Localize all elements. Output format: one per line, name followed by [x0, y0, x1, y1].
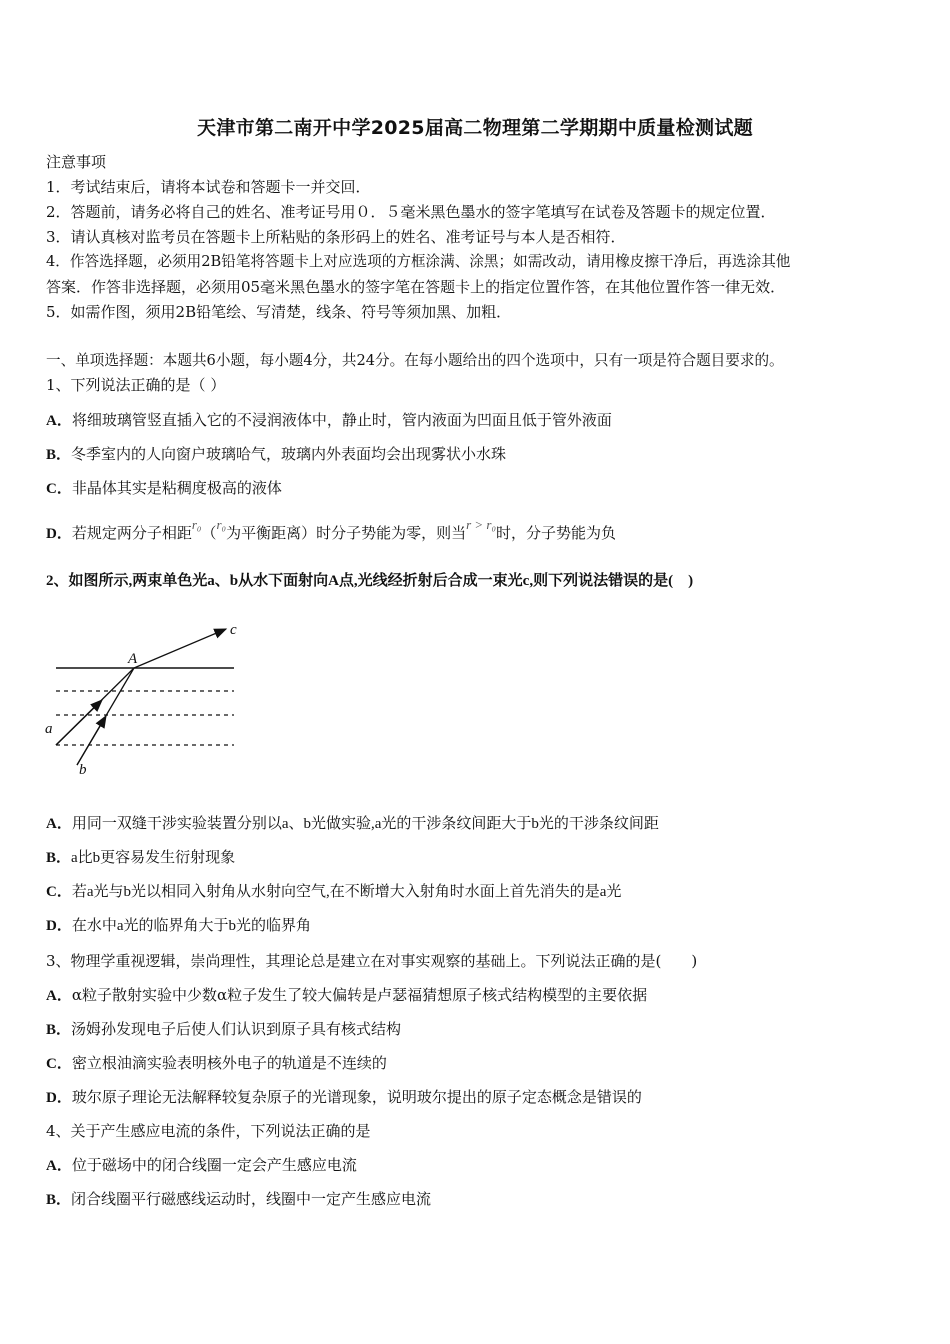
ray-c — [134, 629, 226, 668]
question-1-option-d — [46, 517, 617, 545]
question-2-stem: 2、如图所示,两束单色光a、b从水下面射向A点,光线经折射后合成一束光c,则下列说法错误的是( ) — [46, 573, 694, 589]
option-text: 冬季室内的人向窗户玻璃哈气，玻璃内外表面均会出现雾状小水珠 — [71, 445, 507, 463]
ray-b-arrow — [77, 716, 106, 765]
note-item: 答案．作答非选择题，必须用05毫米黑色墨水的签字笔在答题卡上的指定位置作答，在其他位置作答一律无效． — [46, 278, 786, 296]
label-ray-a: a — [45, 721, 53, 737]
question-4-option-b — [46, 1188, 431, 1211]
option-letter: A． — [46, 413, 72, 429]
question-2-option-c — [46, 881, 621, 903]
note-item: 4．作答选择题，必须用2B铅笔将答题卡上对应选项的方框涂满、涂黑；如需改动，请用橡皮擦干净后，再选涂其他 — [46, 253, 791, 270]
option-letter: D． — [46, 526, 72, 542]
question-4-stem: 4、关于产生感应电流的条件，下列说法正确的是 — [46, 1122, 371, 1140]
option-text: a比b更容易发生衍射现象 — [71, 850, 236, 866]
option-letter: B． — [46, 850, 72, 866]
refraction-diagram — [44, 615, 244, 780]
label-ray-c: c — [230, 622, 237, 638]
option-letter: A． — [46, 816, 72, 832]
note-item: 5．如需作图，须用2B铅笔绘、写清楚，线条、符号等须加黑、加粗． — [46, 303, 512, 321]
option-text: 非晶体其实是粘稠度极高的液体 — [71, 479, 282, 497]
option-letter: B． — [46, 1022, 72, 1038]
math-r-gt-r0: r > r₀ — [466, 517, 496, 532]
label-ray-b: b — [79, 762, 87, 778]
question-1-option-a — [46, 409, 612, 432]
option-text: 在水中a光的临界角大于b光的临界角 — [71, 918, 312, 934]
option-letter: A． — [46, 1158, 72, 1174]
option-text: 若规定两分子相距 — [71, 524, 192, 542]
option-text: 玻尔原子理论无法解释较复杂原子的光谱现象，说明玻尔提出的原子定态概念是错误的 — [71, 1088, 642, 1106]
question-1-option-c — [46, 477, 282, 500]
question-1-stem: 1、下列说法正确的是（ ） — [46, 376, 226, 394]
option-text: 闭合线圈平行磁感线运动时，线圈中一定产生感应电流 — [71, 1190, 432, 1208]
math-r0: r₀ — [216, 517, 227, 532]
section-heading: 一、单项选择题：本题共6小题，每小题4分，共24分。在每小题给出的四个选项中，只有一项是符合题目要求的。 — [46, 352, 784, 369]
option-letter: B． — [46, 447, 72, 463]
question-2-option-a — [46, 813, 659, 835]
label-point-a: A — [128, 651, 138, 667]
option-letter: A． — [46, 988, 72, 1004]
question-3-option-d — [46, 1086, 642, 1109]
question-1-option-b — [46, 443, 506, 466]
option-text: 位于磁场中的闭合线圈一定会产生感应电流 — [71, 1156, 357, 1174]
note-item: 3．请认真核对监考员在答题卡上所粘贴的条形码上的姓名、准考证号与本人是否相符． — [46, 228, 626, 246]
option-text: α粒子散射实验中少数α粒子发生了较大偏转是卢瑟福猜想原子核式结构模型的主要依据 — [71, 986, 648, 1004]
question-2-option-d — [46, 915, 311, 937]
page-title: 天津市第二南开中学2025届高二物理第二学期期中质量检测试题 — [197, 117, 753, 139]
question-2-option-b — [46, 847, 235, 869]
option-letter: D． — [46, 918, 72, 934]
option-letter: C． — [46, 1056, 72, 1072]
option-text: 为平衡距离）时分子势能为零，则当 — [226, 524, 467, 542]
option-text: 将细玻璃管竖直插入它的不浸润液体中，静止时，管内液面为凹面且低于管外液面 — [71, 411, 612, 429]
question-4-option-a — [46, 1154, 357, 1177]
option-letter: C． — [46, 884, 72, 900]
ray-a-arrow — [56, 700, 102, 745]
notes-header: 注意事项 — [46, 153, 107, 171]
option-text: 若a光与b光以相同入射角从水射向空气,在不断增大入射角时水面上首先消失的是a光 — [71, 884, 622, 900]
question-3-option-a — [46, 984, 647, 1007]
option-letter: B． — [46, 1192, 72, 1208]
option-text: 时，分子势能为负 — [496, 524, 617, 542]
option-letter: D． — [46, 1090, 72, 1106]
question-3-option-b — [46, 1018, 401, 1041]
question-3-stem: 3、物理学重视逻辑，崇尚理性，其理论总是建立在对事实观察的基础上。下列说法正确的是( ) — [46, 952, 698, 970]
note-item: 2．答题前，请务必将自己的姓名、准考证号用０．５毫米黑色墨水的签字笔填写在试卷及答题卡的规定位置． — [46, 203, 776, 221]
math-r0: r₀ — [191, 517, 202, 532]
option-text: 密立根油滴实验表明核外电子的轨道是不连续的 — [71, 1054, 387, 1072]
note-item: 1．考试结束后，请将本试卷和答题卡一并交回． — [46, 178, 371, 196]
option-letter: C． — [46, 481, 72, 497]
option-text: 用同一双缝干涉实验装置分别以a、b光做实验,a光的干涉条纹间距大于b光的干涉条纹间距 — [71, 816, 659, 832]
option-text: 汤姆孙发现电子后使人们认识到原子具有核式结构 — [71, 1020, 402, 1038]
question-3-option-c — [46, 1052, 387, 1075]
option-text: （ — [201, 524, 217, 542]
